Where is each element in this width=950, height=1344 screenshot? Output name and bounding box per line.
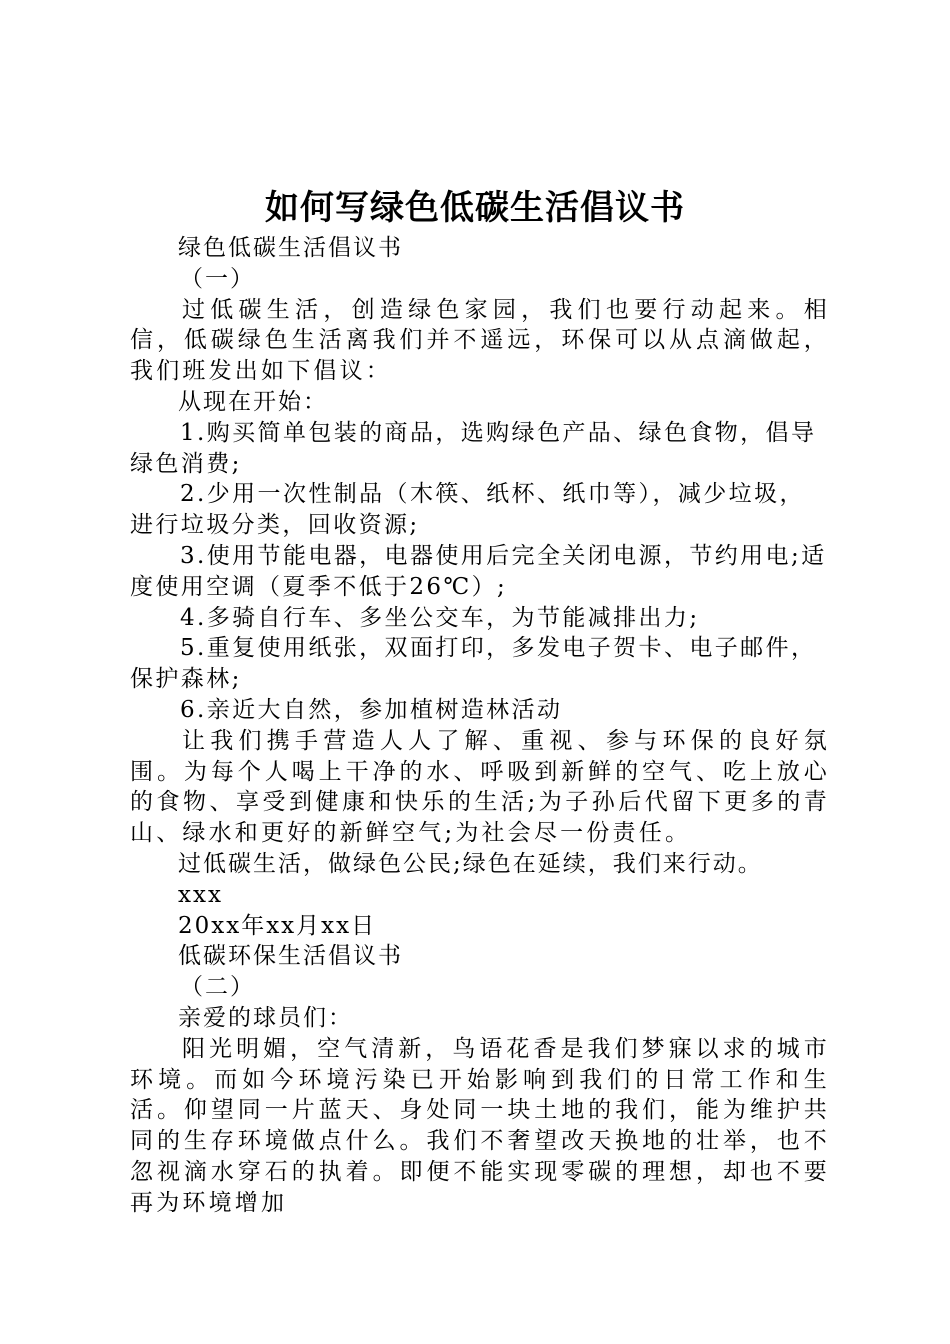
- salutation: 亲爱的球员们：: [178, 1004, 353, 1031]
- list-item: 2.少用一次性制品（木筷、纸杯、纸巾等），减少垃圾，进行垃圾分类，回收资源;: [130, 481, 805, 539]
- list-item: 5.重复使用纸张，双面打印，多发电子贺卡、电子邮件，保护森林;: [130, 635, 817, 693]
- section-number: （二）: [180, 974, 255, 1001]
- paragraph: 过低碳生活，做绿色公民;绿色在延续，我们来行动。: [178, 850, 763, 877]
- list-item: 1.购买简单包装的商品，选购绿色产品、绿色食物，倡导绿色消费;: [130, 419, 817, 477]
- document-body: [130, 233, 830, 1219]
- date: 20xx年xx月xx日: [178, 912, 377, 939]
- section-number: （一）: [180, 265, 255, 292]
- section-heading: 低碳环保生活倡议书: [178, 943, 403, 970]
- paragraph: 从现在开始：: [178, 388, 328, 415]
- paragraph: 让我们携手营造人人了解、重视、参与环保的良好氛围。为每个人喝上干净的水、呼吸到新鲜的空气、吃上放心的食物、享受到健康和快乐的生活;为子孙后代留下更多的青山、绿水和更好的新鲜空气;为社会尽一份责任。: [130, 727, 830, 847]
- paragraph: 阳光明媚，空气清新，鸟语花香是我们梦寐以求的城市环境。而如今环境污染已开始影响到我们的日常工作和生活。仰望同一片蓝天、身处同一块土地的我们，能为维护共同的生存环境做点什么。我们不奢望改天换地的壮举，也不忽视滴水穿石的执着。即便不能实现零碳的理想，却也不要再为环境增加: [130, 1035, 830, 1216]
- section-heading: 绿色低碳生活倡议书: [178, 235, 403, 261]
- paragraph: 过低碳生活，创造绿色家园，我们也要行动起来。相信，低碳绿色生活离我们并不遥远，环保可以从点滴做起，我们班发出如下倡议：: [130, 296, 830, 385]
- document-title: 如何写绿色低碳生活倡议书: [265, 188, 685, 228]
- signature: xxx: [178, 881, 223, 908]
- list-item: 6.亲近大自然，参加植树造林活动: [180, 696, 563, 723]
- list-item: 4.多骑自行车、多坐公交车，为节能减排出力;: [180, 604, 700, 631]
- list-item: 3.使用节能电器，电器使用后完全关闭电源，节约用电;适度使用空调（夏季不低于26℃）;: [130, 542, 827, 600]
